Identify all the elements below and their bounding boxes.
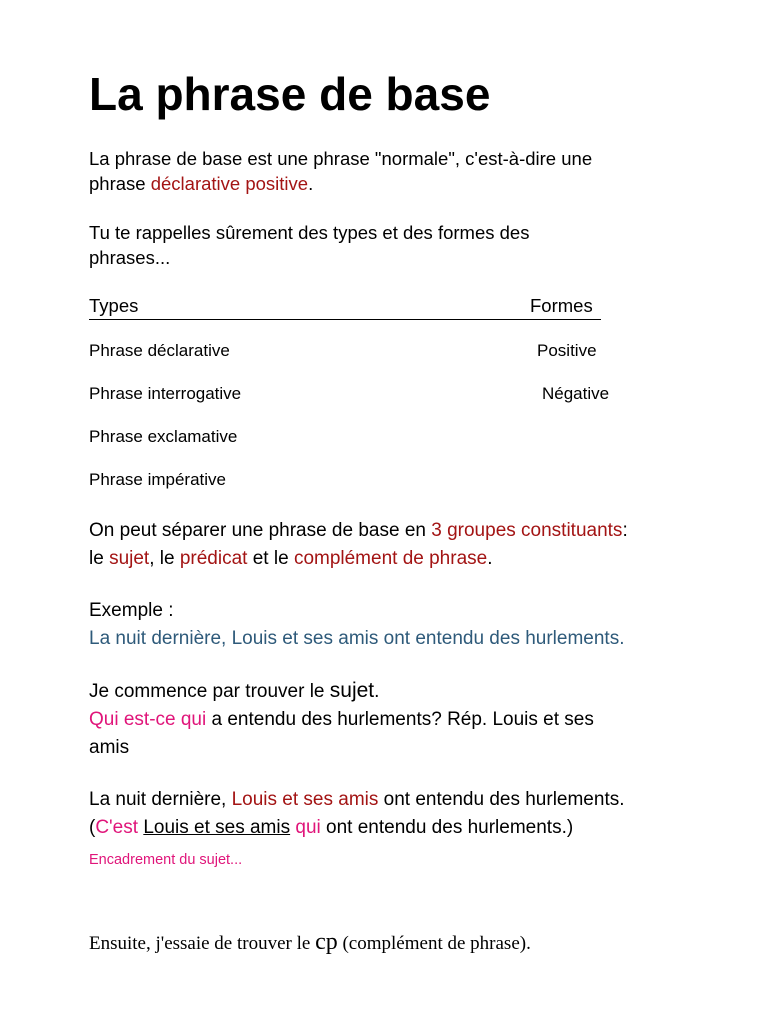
subject-search-line-1	[89, 677, 594, 706]
groups-paragraph	[89, 517, 628, 573]
framing-text: ont entendu des hurlements.	[378, 789, 625, 810]
sujet-word: sujet	[329, 679, 375, 702]
framing-note: Encadrement du sujet...	[89, 852, 243, 868]
reminder-paragraph	[89, 221, 529, 270]
intro-text: phrase	[89, 172, 151, 194]
subject-search-text: Je commence par trouver le	[89, 681, 330, 702]
highlight-declarative-positive: déclarative positive	[150, 172, 309, 194]
highlight-predicat: prédicat	[179, 548, 248, 569]
intro-line-1: La phrase de base est une phrase "normale", c'est-à-dire une	[89, 148, 593, 169]
subject-search-line-3: amis	[89, 737, 130, 758]
cp-word: cp	[315, 929, 338, 955]
framing-line-2	[89, 814, 625, 842]
framing-subject-underlined: Louis et ses amis	[143, 817, 291, 838]
groups-period: .	[487, 548, 493, 569]
highlight-complement: complément de phrase	[293, 548, 488, 569]
reminder-line-1: Tu te rappelles sûrement des types et des formes des	[89, 222, 530, 243]
type-item: Phrase impérative	[89, 470, 227, 489]
header-types: Types	[89, 295, 139, 316]
groups-line-1	[89, 517, 628, 545]
framing-qui: qui	[295, 817, 321, 838]
groups-line-2	[89, 545, 628, 573]
type-item: Phrase exclamative	[89, 427, 238, 446]
groups-text: le	[89, 548, 110, 569]
intro-line-2	[89, 172, 592, 197]
groups-text: et le	[247, 548, 294, 569]
page-title: La phrase de base	[89, 68, 491, 120]
subject-search-line-2	[89, 706, 594, 734]
forme-item: Négative	[542, 384, 610, 403]
highlight-louis-et-ses-amis: Louis et ses amis	[231, 789, 379, 810]
subject-search-period: .	[374, 681, 380, 702]
framing-block	[89, 786, 625, 842]
framing-text: La nuit dernière,	[89, 789, 232, 810]
example-block	[89, 597, 625, 653]
groups-colon: :	[622, 520, 628, 541]
type-item: Phrase interrogative	[89, 384, 242, 403]
header-formes: Formes	[530, 295, 593, 316]
forme-item: Positive	[537, 341, 597, 360]
example-sentence: La nuit dernière, Louis et ses amis ont entendu des hurlements.	[89, 628, 625, 649]
highlight-3-groupes: 3 groupes constituants	[431, 520, 623, 541]
subject-search-block	[89, 677, 594, 762]
next-step-text: (complément de phrase).	[337, 933, 531, 954]
framing-line-1	[89, 786, 625, 814]
framing-c-est: C'est	[95, 817, 139, 838]
question-qui-est-ce-qui: Qui est-ce qui	[89, 709, 207, 730]
next-step-line	[89, 928, 531, 958]
highlight-sujet: sujet	[109, 548, 150, 569]
reminder-line-2: phrases...	[89, 246, 171, 268]
example-label: Exemple :	[89, 600, 174, 621]
groups-text: On peut séparer une phrase de base en	[89, 520, 432, 541]
table-header	[89, 295, 601, 320]
framing-text: ont entendu des hurlements.)	[320, 817, 574, 838]
framing-paren: (	[89, 817, 96, 838]
intro-paragraph	[89, 147, 592, 196]
intro-period: .	[308, 172, 314, 194]
next-step-text: Ensuite, j'essaie de trouver le	[89, 933, 316, 954]
type-item: Phrase déclarative	[89, 341, 230, 360]
groups-text: , le	[149, 548, 180, 569]
subject-search-text: a entendu des hurlements? Rép. Louis et ses	[206, 709, 594, 730]
